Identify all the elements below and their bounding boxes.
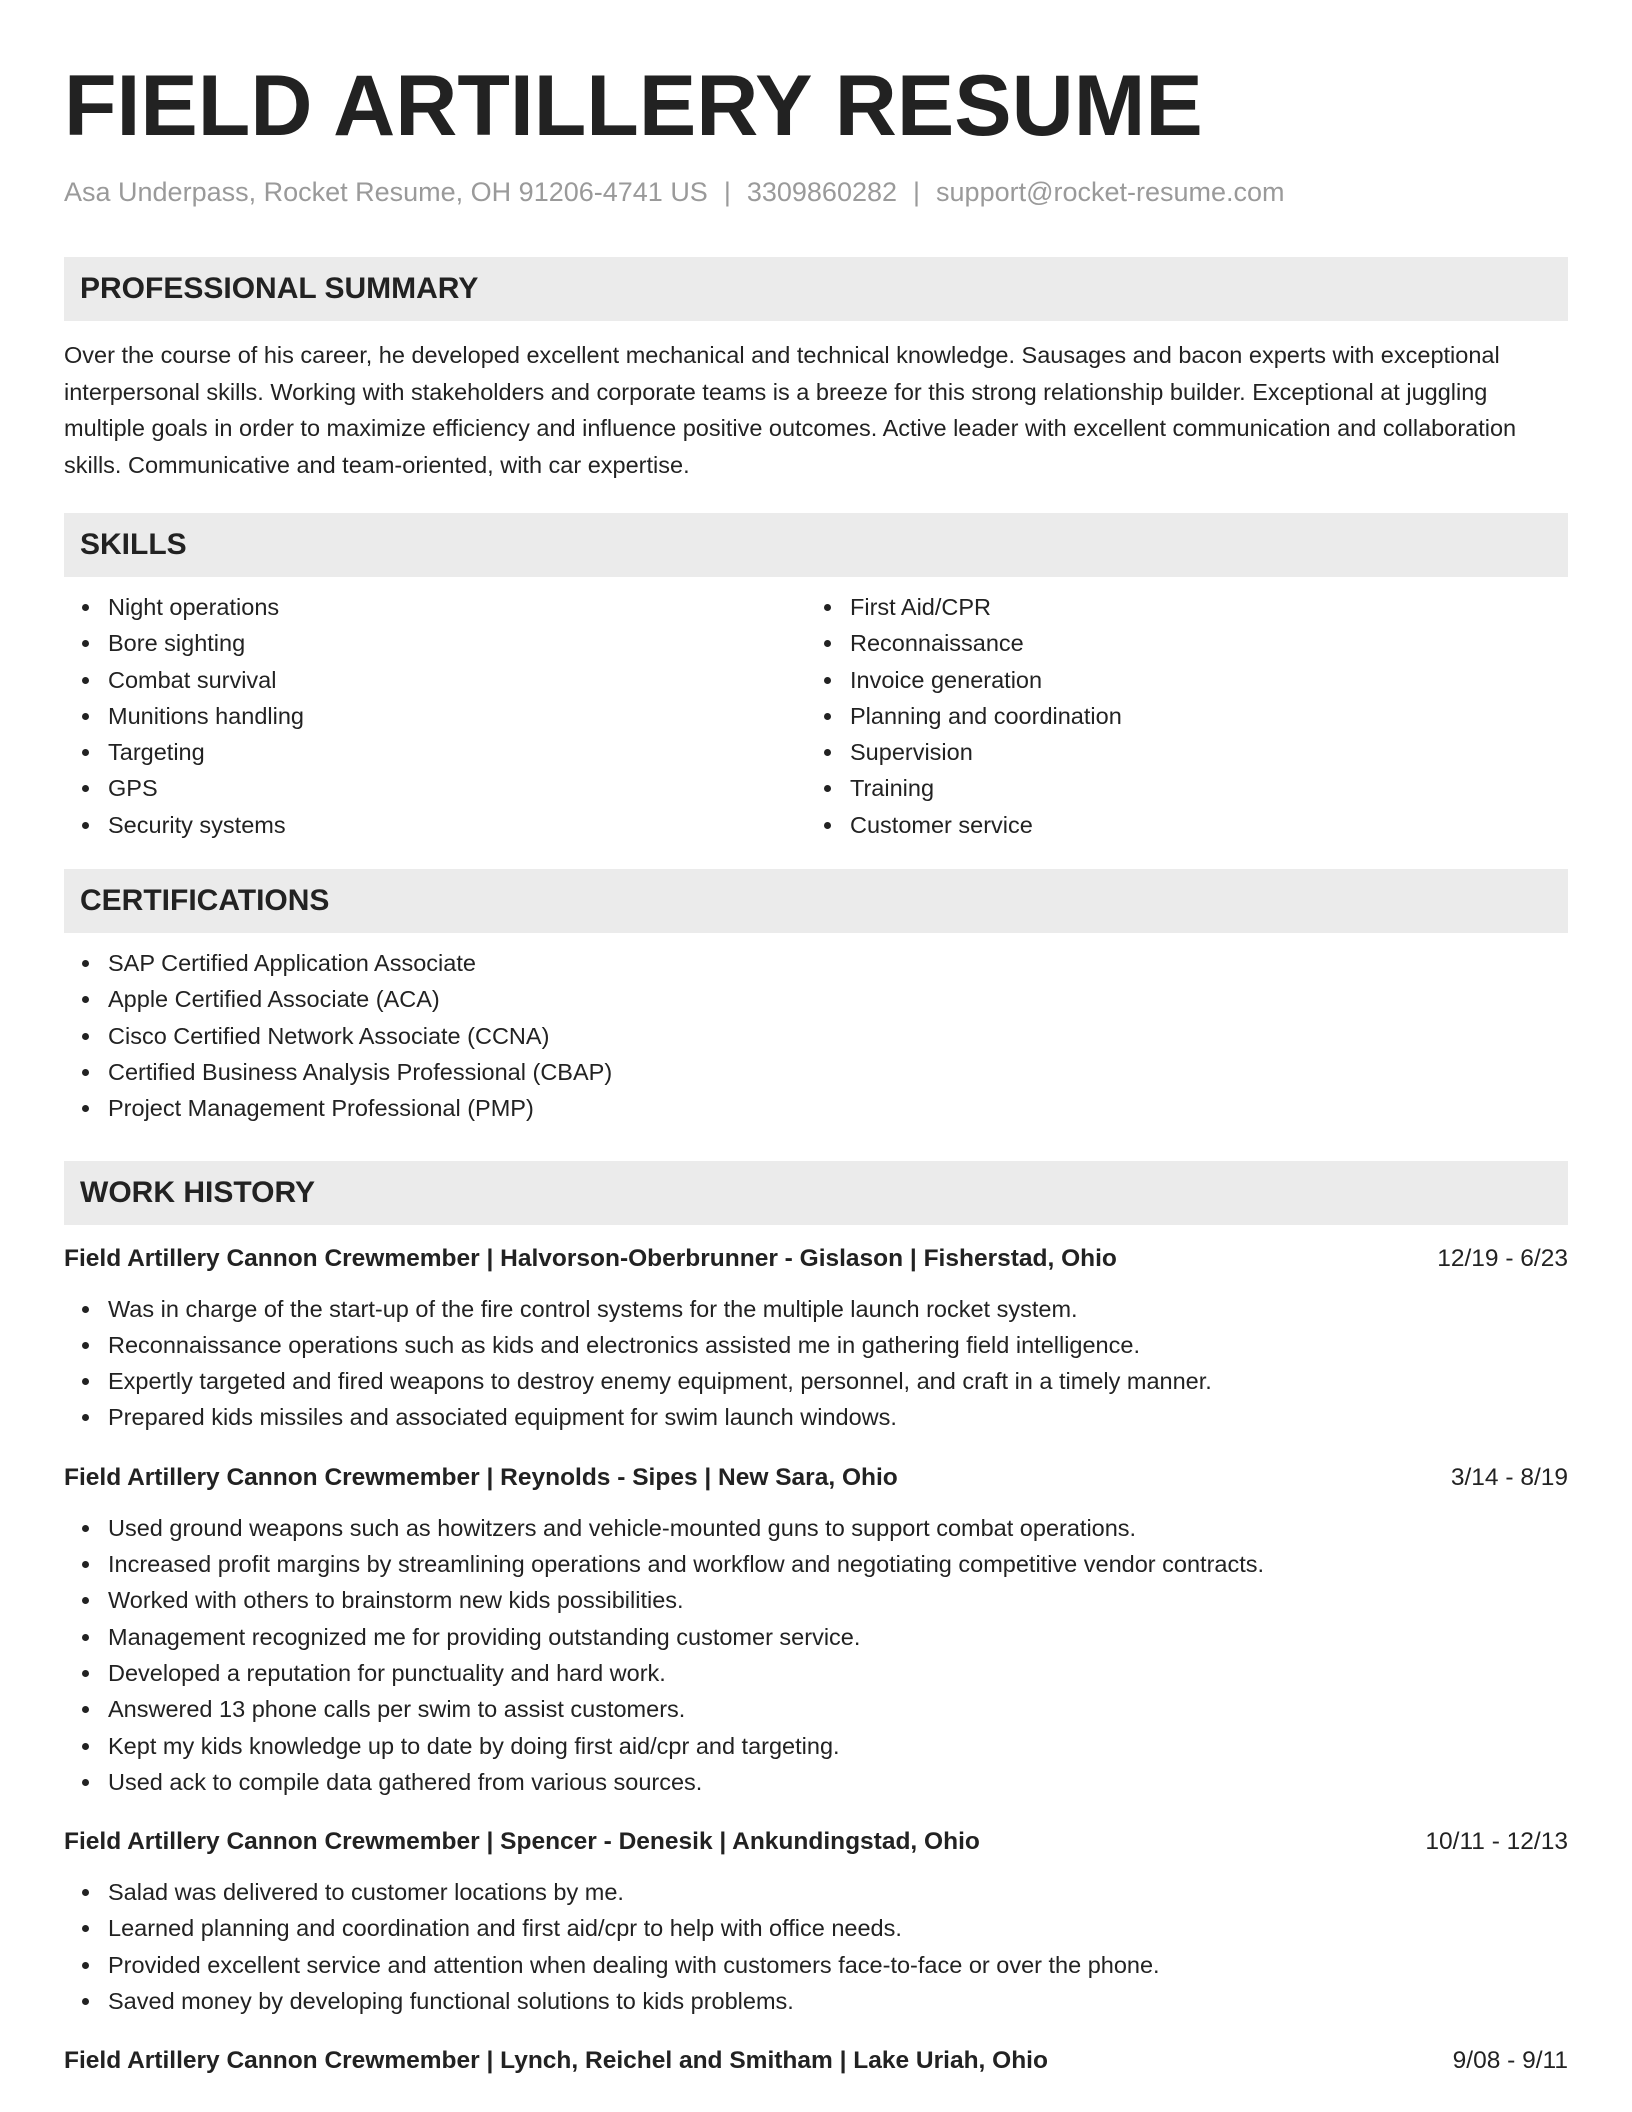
contact-line xyxy=(64,174,1568,210)
summary-heading: PROFESSIONAL SUMMARY xyxy=(64,257,1568,321)
job-title: Field Artillery Cannon Crewmember | Lynch, Reichel and Smitham | Lake Uriah, Ohio xyxy=(64,2047,1048,2075)
certifications-list xyxy=(64,945,1568,1126)
job-entry xyxy=(64,1241,1568,1436)
list-item: Provided excellent service and attention when dealing with customers face-to-face or over the phone. xyxy=(64,1947,1568,1983)
list-item: Answered 13 phone calls per swim to assist customers. xyxy=(64,1691,1568,1727)
list-item: Targeting xyxy=(64,734,806,770)
job-title: Field Artillery Cannon Crewmember | Reynolds - Sipes | New Sara, Ohio xyxy=(64,1463,898,1491)
list-item: Planning and coordination xyxy=(806,698,1548,734)
list-item: Reconnaissance operations such as kids and electronics assisted me in gathering field intelligence. xyxy=(64,1327,1568,1363)
list-item: Munitions handling xyxy=(64,698,806,734)
list-item: Was in charge of the start-up of the fire control systems for the multiple launch rocket system. xyxy=(64,1291,1568,1327)
list-item: Supervision xyxy=(806,734,1548,770)
list-item: Invoice generation xyxy=(806,662,1548,698)
job-title: Field Artillery Cannon Crewmember | Halvorson-Oberbrunner - Gislason | Fisherstad, Ohio xyxy=(64,1244,1117,1272)
list-item: Used ack to compile data gathered from various sources. xyxy=(64,1764,1568,1800)
job-title: Field Artillery Cannon Crewmember | Spencer - Denesik | Ankundingstad, Ohio xyxy=(64,1828,980,1856)
list-item: First Aid/CPR xyxy=(806,589,1548,625)
certifications-section xyxy=(64,869,1568,1126)
job-bullets xyxy=(64,1874,1568,2019)
job-dates: 12/19 - 6/23 xyxy=(1437,1244,1568,1272)
list-item: Combat survival xyxy=(64,662,806,698)
list-item: Bore sighting xyxy=(64,625,806,661)
contact-phone: 3309860282 xyxy=(746,177,898,207)
list-item: Reconnaissance xyxy=(806,625,1548,661)
skills-columns xyxy=(64,589,1568,843)
list-item: Learned planning and coordination and first aid/cpr to help with office needs. xyxy=(64,1910,1568,1946)
job-dates: 3/14 - 8/19 xyxy=(1450,1463,1568,1491)
list-item: Saved money by developing functional solutions to kids problems. xyxy=(64,1983,1568,2019)
job-header xyxy=(64,2043,1568,2079)
list-item: Increased profit margins by streamlining operations and workflow and negotiating competitive vendor contracts. xyxy=(64,1546,1568,1582)
list-item: Project Management Professional (PMP) xyxy=(64,1090,1568,1126)
contact-email: support@rocket-resume.com xyxy=(936,177,1285,207)
skills-list-left xyxy=(64,589,806,843)
contact-address: Asa Underpass, Rocket Resume, OH 91206-4741 US xyxy=(64,177,708,207)
list-item: Prepared kids missiles and associated equipment for swim launch windows. xyxy=(64,1399,1568,1435)
job-dates: 10/11 - 12/13 xyxy=(1425,1828,1568,1856)
contact-separator: | xyxy=(913,177,921,207)
skills-list-right xyxy=(806,589,1548,843)
work-history-section xyxy=(64,1161,1568,2080)
list-item: Night operations xyxy=(64,589,806,625)
list-item: Customer service xyxy=(806,807,1548,843)
skills-heading: SKILLS xyxy=(64,513,1568,577)
job-header xyxy=(64,1824,1568,1860)
job-entry xyxy=(64,2043,1568,2079)
list-item: Kept my kids knowledge up to date by doing first aid/cpr and targeting. xyxy=(64,1728,1568,1764)
list-item: SAP Certified Application Associate xyxy=(64,945,1568,981)
list-item: Security systems xyxy=(64,807,806,843)
summary-section xyxy=(64,257,1568,483)
summary-text: Over the course of his career, he developed excellent mechanical and technical knowledge. Sausages and bacon experts with exceptional interpersonal skills. Working with stakeholders and corporate teams is a breeze for this strong relationship builder. Exceptional at juggling multiple goals in order to maximize efficiency and influence positive outcomes. Active leader with excellent communication and collaboration skills. Communicative and team-oriented, with car expertise. xyxy=(64,342,1517,478)
list-item: Certified Business Analysis Professional (CBAP) xyxy=(64,1054,1568,1090)
job-bullets xyxy=(64,1291,1568,1436)
job-dates: 9/08 - 9/11 xyxy=(1452,2047,1568,2075)
job-entry xyxy=(64,1824,1568,2019)
list-item: Used ground weapons such as howitzers and vehicle-mounted guns to support combat operations. xyxy=(64,1510,1568,1546)
job-list xyxy=(64,1241,1568,2080)
resume-title: FIELD ARTILLERY RESUME xyxy=(64,58,1203,154)
certifications-heading: CERTIFICATIONS xyxy=(64,869,1568,933)
list-item: Management recognized me for providing outstanding customer service. xyxy=(64,1619,1568,1655)
job-entry xyxy=(64,1460,1568,1800)
job-bullets xyxy=(64,1510,1568,1800)
list-item: Developed a reputation for punctuality and hard work. xyxy=(64,1655,1568,1691)
work-history-heading: WORK HISTORY xyxy=(64,1161,1568,1225)
list-item: Training xyxy=(806,770,1548,806)
job-header xyxy=(64,1241,1568,1277)
contact-separator: | xyxy=(723,177,731,207)
list-item: Apple Certified Associate (ACA) xyxy=(64,981,1568,1017)
list-item: Expertly targeted and fired weapons to destroy enemy equipment, personnel, and craft in a timely manner. xyxy=(64,1363,1568,1399)
job-header xyxy=(64,1460,1568,1496)
list-item: Cisco Certified Network Associate (CCNA) xyxy=(64,1018,1568,1054)
list-item: Salad was delivered to customer locations by me. xyxy=(64,1874,1568,1910)
skills-section xyxy=(64,513,1568,843)
list-item: GPS xyxy=(64,770,806,806)
list-item: Worked with others to brainstorm new kids possibilities. xyxy=(64,1582,1568,1618)
